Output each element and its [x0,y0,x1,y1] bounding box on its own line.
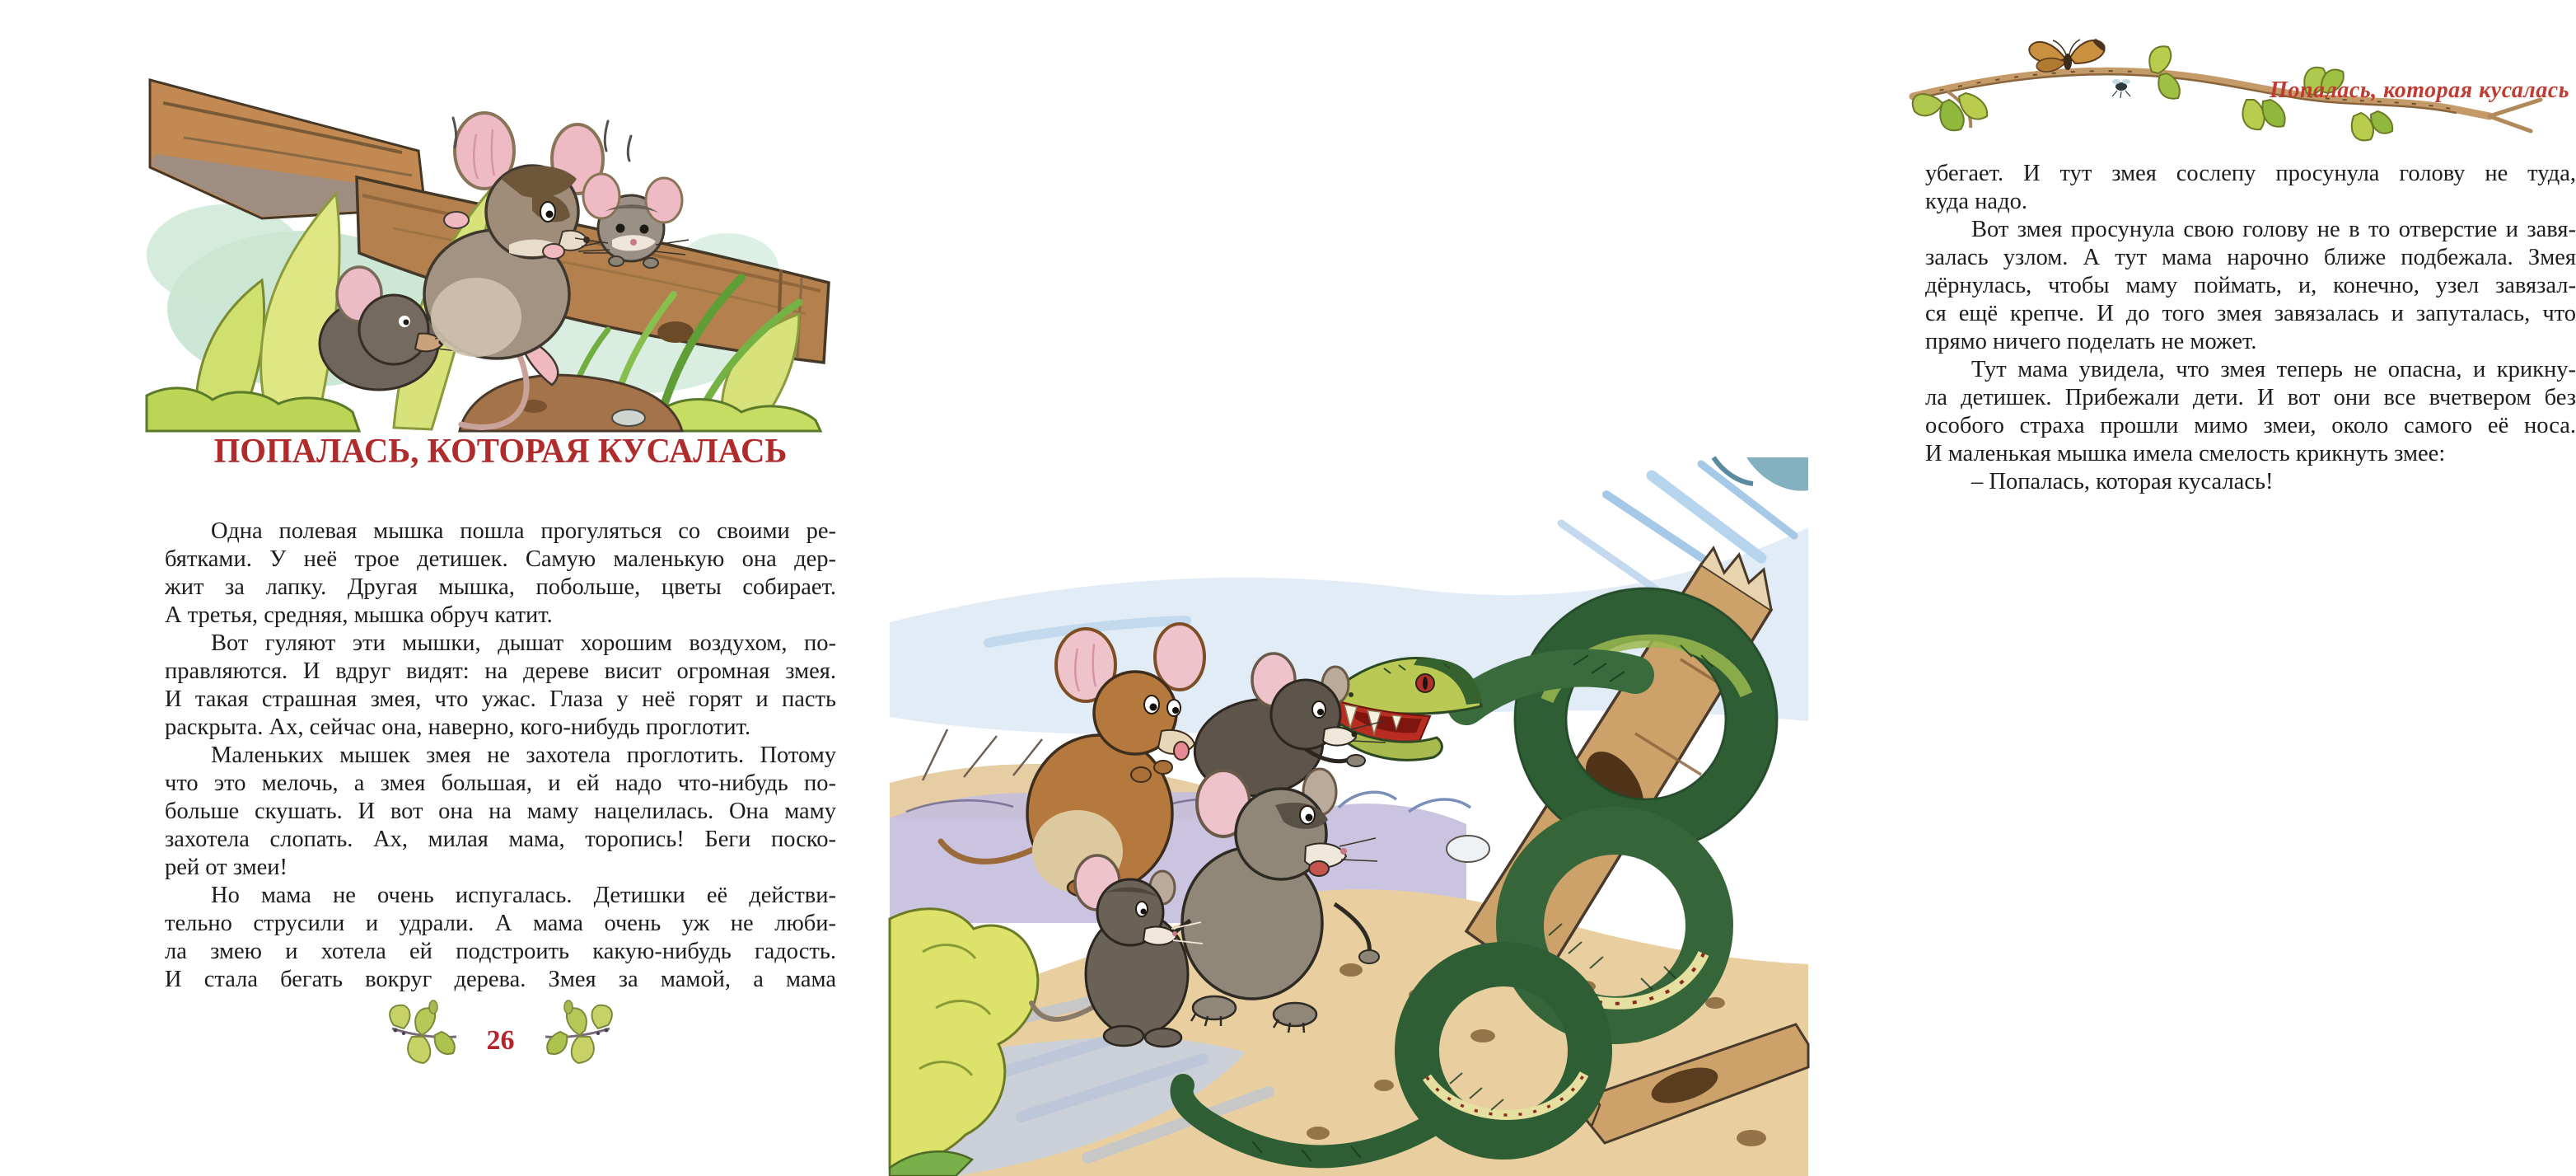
text-line: А третья, средняя, мышка обруч катит. [165,602,553,628]
text-line: Но мама не очень испугалась. Детишки её действи- [211,883,836,908]
text-line: прямо ничего поделать не может. [1925,329,2257,354]
text-line: Маленьких мышек змея не захотела проглотить. Потому [211,743,836,768]
text-line: куда надо. [1925,189,2027,214]
text-line: ла змею и хотела ей подстроить какую-нибудь гадость. [165,939,836,964]
running-head: Попалась, которая кусалась [2270,77,2569,103]
text-line: больше скушать. И вот она на маму нацелилась. Она маму [165,799,836,824]
text-line: что это мелочь, а змея большая, и ей надо что-нибудь по- [165,771,836,796]
left-page-text [165,518,836,994]
text-line: Вот гуляют эти мышки, дышат хорошим воздухом, по- [211,630,836,656]
leaf-ornament-icon [540,1002,618,1068]
page-footer [165,1002,836,1068]
text-line: Одна полевая мышка пошла прогуляться со своими ре- [211,518,836,544]
leaf-ornament-icon [384,1002,462,1068]
text-line: рей от змеи! [165,855,288,880]
page-number: 26 [486,1025,515,1056]
text-line: дёрнулась, чтобы маму поймать, и, конечно, узел завязал- [1925,273,2576,298]
text-line: бятками. У неё трое детишек. Самую маленькую она дер- [165,546,836,572]
text-line: жит за лапку. Другая мышка, побольше, цветы собирает. [165,574,836,600]
text-line: – Попалась, которая кусалась! [1971,469,2274,494]
text-line: захотела слопать. Ах, милая мама, торопись! Беги поско- [165,827,836,852]
text-line: особого страха прошли мимо змеи, около самого её носа. [1925,413,2576,438]
chapter-title: ПОПАЛАСЬ, КОТОРАЯ КУСАЛАСЬ [213,433,788,471]
butterfly-icon [2029,39,2105,72]
right-page-text [1925,160,2576,496]
text-line: И маленькая мышка имела смелость крикнуть змее: [1925,441,2446,466]
text-line: залась узлом. А тут мама нарочно ближе подбежала. Змея [1925,245,2576,270]
right-page [904,0,2576,1176]
mice-and-snake-illustration [890,457,1808,1176]
text-line: Тут мама увидела, что змея теперь не опасна, и крикну- [1971,357,2576,382]
text-line: Вот змея просунула свою голову не в то отверстие и завя- [1971,217,2576,242]
left-page [0,0,904,1176]
text-line: И такая страшная змея, что ужас. Глаза у неё горят и пасть [165,686,836,712]
text-line: ла детишек. Прибежали дети. И вот они все вчетвером без [1925,385,2576,410]
text-line: убегает. И тут змея сослепу просунула голову не туда, [1925,161,2576,186]
text-line: раскрыта. Ах, сейчас она, наверно, кого-нибудь проглотит. [165,715,751,740]
text-line: тельно струсили и удрали. А мама очень уж не люби- [165,911,836,936]
text-line: правляются. И вдруг видят: на дереве висит огромная змея. [165,658,836,684]
text-line: ся ещё крепче. И до того змея завязалась и запуталась, что [1925,301,2576,326]
mice-on-log-illustration [147,70,839,431]
text-line: И стала бегать вокруг дерева. Змея за мамой, а мама [165,967,836,992]
